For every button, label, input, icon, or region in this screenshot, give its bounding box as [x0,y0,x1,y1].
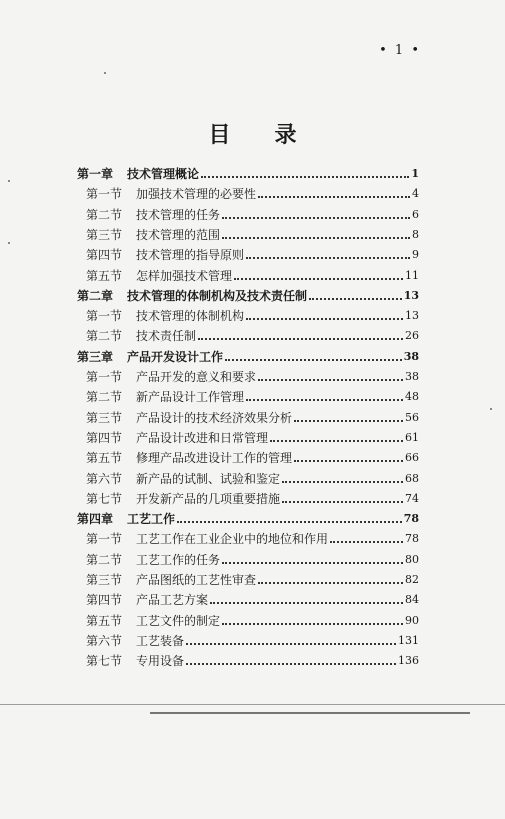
toc-title: 产品工艺方案 [136,593,209,608]
toc-leader-dots [186,643,396,645]
toc-page-number: 38 [403,349,419,363]
toc-label: 第六节 [86,471,123,486]
toc-label: 第一节 [86,370,123,384]
toc-section-row [0,267,505,285]
toc-leader-dots [225,359,402,361]
toc-title: 开发新产品的几项重要措施 [136,491,281,506]
page-number: • 1 • [379,43,421,58]
toc-leader-dots [270,440,403,442]
toc-label: 第四节 [86,248,123,263]
toc-leader-dots [234,278,403,280]
toc-page-number: 9 [412,248,419,262]
toc-title: 产品设计改进和日常管理 [136,430,269,445]
toc-section-row [0,388,505,406]
toc-leader-dots [294,420,403,422]
scan-speck [104,72,106,74]
toc-label: 第一节 [86,187,123,202]
toc-title: 新产品设计工作管理 [136,390,245,405]
toc-section-row [0,551,505,569]
toc-title: 工艺工作 [127,512,176,527]
toc-chapter-row [0,287,505,305]
toc-page-number: 6 [412,207,419,221]
toc-label: 第一节 [86,532,123,547]
toc-section-row [0,246,505,264]
toc-leader-dots [222,237,410,239]
toc-title: 技术管理的体制机构 [136,309,245,324]
toc-chapter-row [0,165,505,183]
toc-page-number: 136 [398,654,419,668]
toc-title: 产品开发的意义和要求 [136,370,257,384]
toc-leader-dots [186,663,396,665]
toc-leader-dots [309,298,402,300]
toc-leader-dots [246,318,403,320]
toc-section-row [0,429,505,447]
toc-leader-dots [282,481,403,483]
toc-page-number: 78 [403,512,419,526]
toc-chapter-row [0,348,505,366]
toc-label: 第三章 [77,349,114,364]
page-title [0,118,505,149]
toc-section-row [0,490,505,508]
toc-section-row [0,612,505,630]
toc-page-number: 131 [398,633,419,647]
toc-leader-dots [258,582,403,584]
toc-title: 工艺工作的任务 [136,552,221,567]
toc-title: 工艺工作在工业企业中的地位和作用 [136,532,329,547]
toc-page-number: 48 [405,390,419,404]
toc-page-number: 68 [405,471,419,485]
toc-label: 第五节 [86,613,123,628]
toc-page-number: 11 [405,268,419,282]
toc-page-number: 82 [405,573,419,586]
toc-title: 加强技术管理的必要性 [136,187,257,202]
toc-section-row [0,470,505,488]
toc-page-number: 4 [412,187,419,201]
toc-section-row [0,571,505,589]
bottom-rule-upper [0,704,505,705]
toc-page-number: 61 [405,430,419,444]
toc-section-row [0,206,505,224]
toc-label: 第四节 [86,593,123,608]
toc-title: 产品图纸的工艺性审查 [136,573,257,587]
title-char-2: 录 [274,122,297,148]
toc-title: 新产品的试制、试验和鉴定 [136,471,281,486]
title-char-1: 目 [208,122,231,148]
toc-title: 专用设备 [136,654,185,669]
toc-title: 产品开发设计工作 [127,349,224,364]
toc-title: 修理产品改进设计工作的管理 [136,451,293,466]
toc-leader-dots [222,562,403,564]
toc-page-number: 84 [405,593,419,607]
toc-title: 工艺文件的制定 [136,613,221,628]
toc-label: 第三节 [86,410,123,425]
toc-label: 第七节 [86,491,123,506]
toc-title: 技术管理的范围 [136,227,221,242]
toc-label: 第二节 [86,329,123,344]
toc-label: 第四章 [77,512,114,527]
toc-label: 第二节 [86,390,123,405]
toc-page-number: 56 [405,410,419,424]
toc-page-number: 80 [405,552,419,566]
toc-leader-dots [258,196,410,198]
toc-label: 第三节 [86,227,123,242]
toc-section-row [0,591,505,609]
toc-leader-dots [177,521,402,523]
toc-page-number: 13 [403,288,419,302]
toc-leader-dots [201,176,409,178]
toc-title: 工艺装备 [136,633,185,648]
toc-label: 第六节 [86,633,123,648]
toc-section-row [0,327,505,345]
toc-leader-dots [246,399,403,401]
toc-leader-dots [258,379,403,381]
toc-section-row [0,307,505,325]
toc-section-row [0,185,505,203]
toc-page-number: 1 [411,167,419,180]
toc-label: 第一章 [77,167,114,181]
toc-page-number: 90 [405,613,419,627]
toc-label: 第二章 [77,288,114,303]
toc-leader-dots [246,257,410,259]
toc-chapter-row [0,510,505,528]
toc-title: 产品设计的技术经济效果分析 [136,410,293,425]
toc-label: 第二节 [86,207,123,222]
toc-section-row [0,409,505,427]
toc-title: 怎样加强技术管理 [136,268,233,283]
toc-section-row [0,632,505,650]
toc-page-number: 74 [405,491,419,505]
toc-title: 技术管理的任务 [136,207,221,222]
toc-page-number: 26 [405,329,419,343]
scan-speck [490,408,492,410]
toc-leader-dots [222,623,403,625]
toc-section-row [0,449,505,467]
toc-section-row [0,530,505,548]
toc-label: 第四节 [86,430,123,445]
toc-label: 第二节 [86,552,123,567]
toc-page-number: 66 [405,451,419,465]
toc-section-row [0,652,505,670]
toc-page-number: 13 [405,309,419,323]
toc-leader-dots [294,460,403,462]
toc-page-number: 38 [405,370,419,383]
toc-leader-dots [198,338,403,340]
toc-label: 第五节 [86,268,123,283]
toc-label: 第三节 [86,573,123,587]
toc-title: 技术管理概论 [127,167,200,181]
bottom-rule-lower [150,712,470,714]
scan-speck [8,242,10,244]
toc-leader-dots [330,541,403,543]
toc-leader-dots [210,602,403,604]
toc-section-row [0,368,505,386]
toc-leader-dots [282,501,403,503]
toc-page-number: 8 [412,227,419,241]
toc-label: 第七节 [86,654,123,669]
toc-title: 技术管理的指导原则 [136,248,245,263]
toc-leader-dots [222,217,410,219]
toc-title: 技术管理的体制机构及技术责任制 [127,288,308,303]
toc-page-number: 78 [405,532,419,546]
toc-label: 第五节 [86,451,123,466]
toc-section-row [0,226,505,244]
toc-label: 第一节 [86,309,123,324]
scan-speck [8,180,10,182]
toc-title: 技术责任制 [136,329,197,344]
